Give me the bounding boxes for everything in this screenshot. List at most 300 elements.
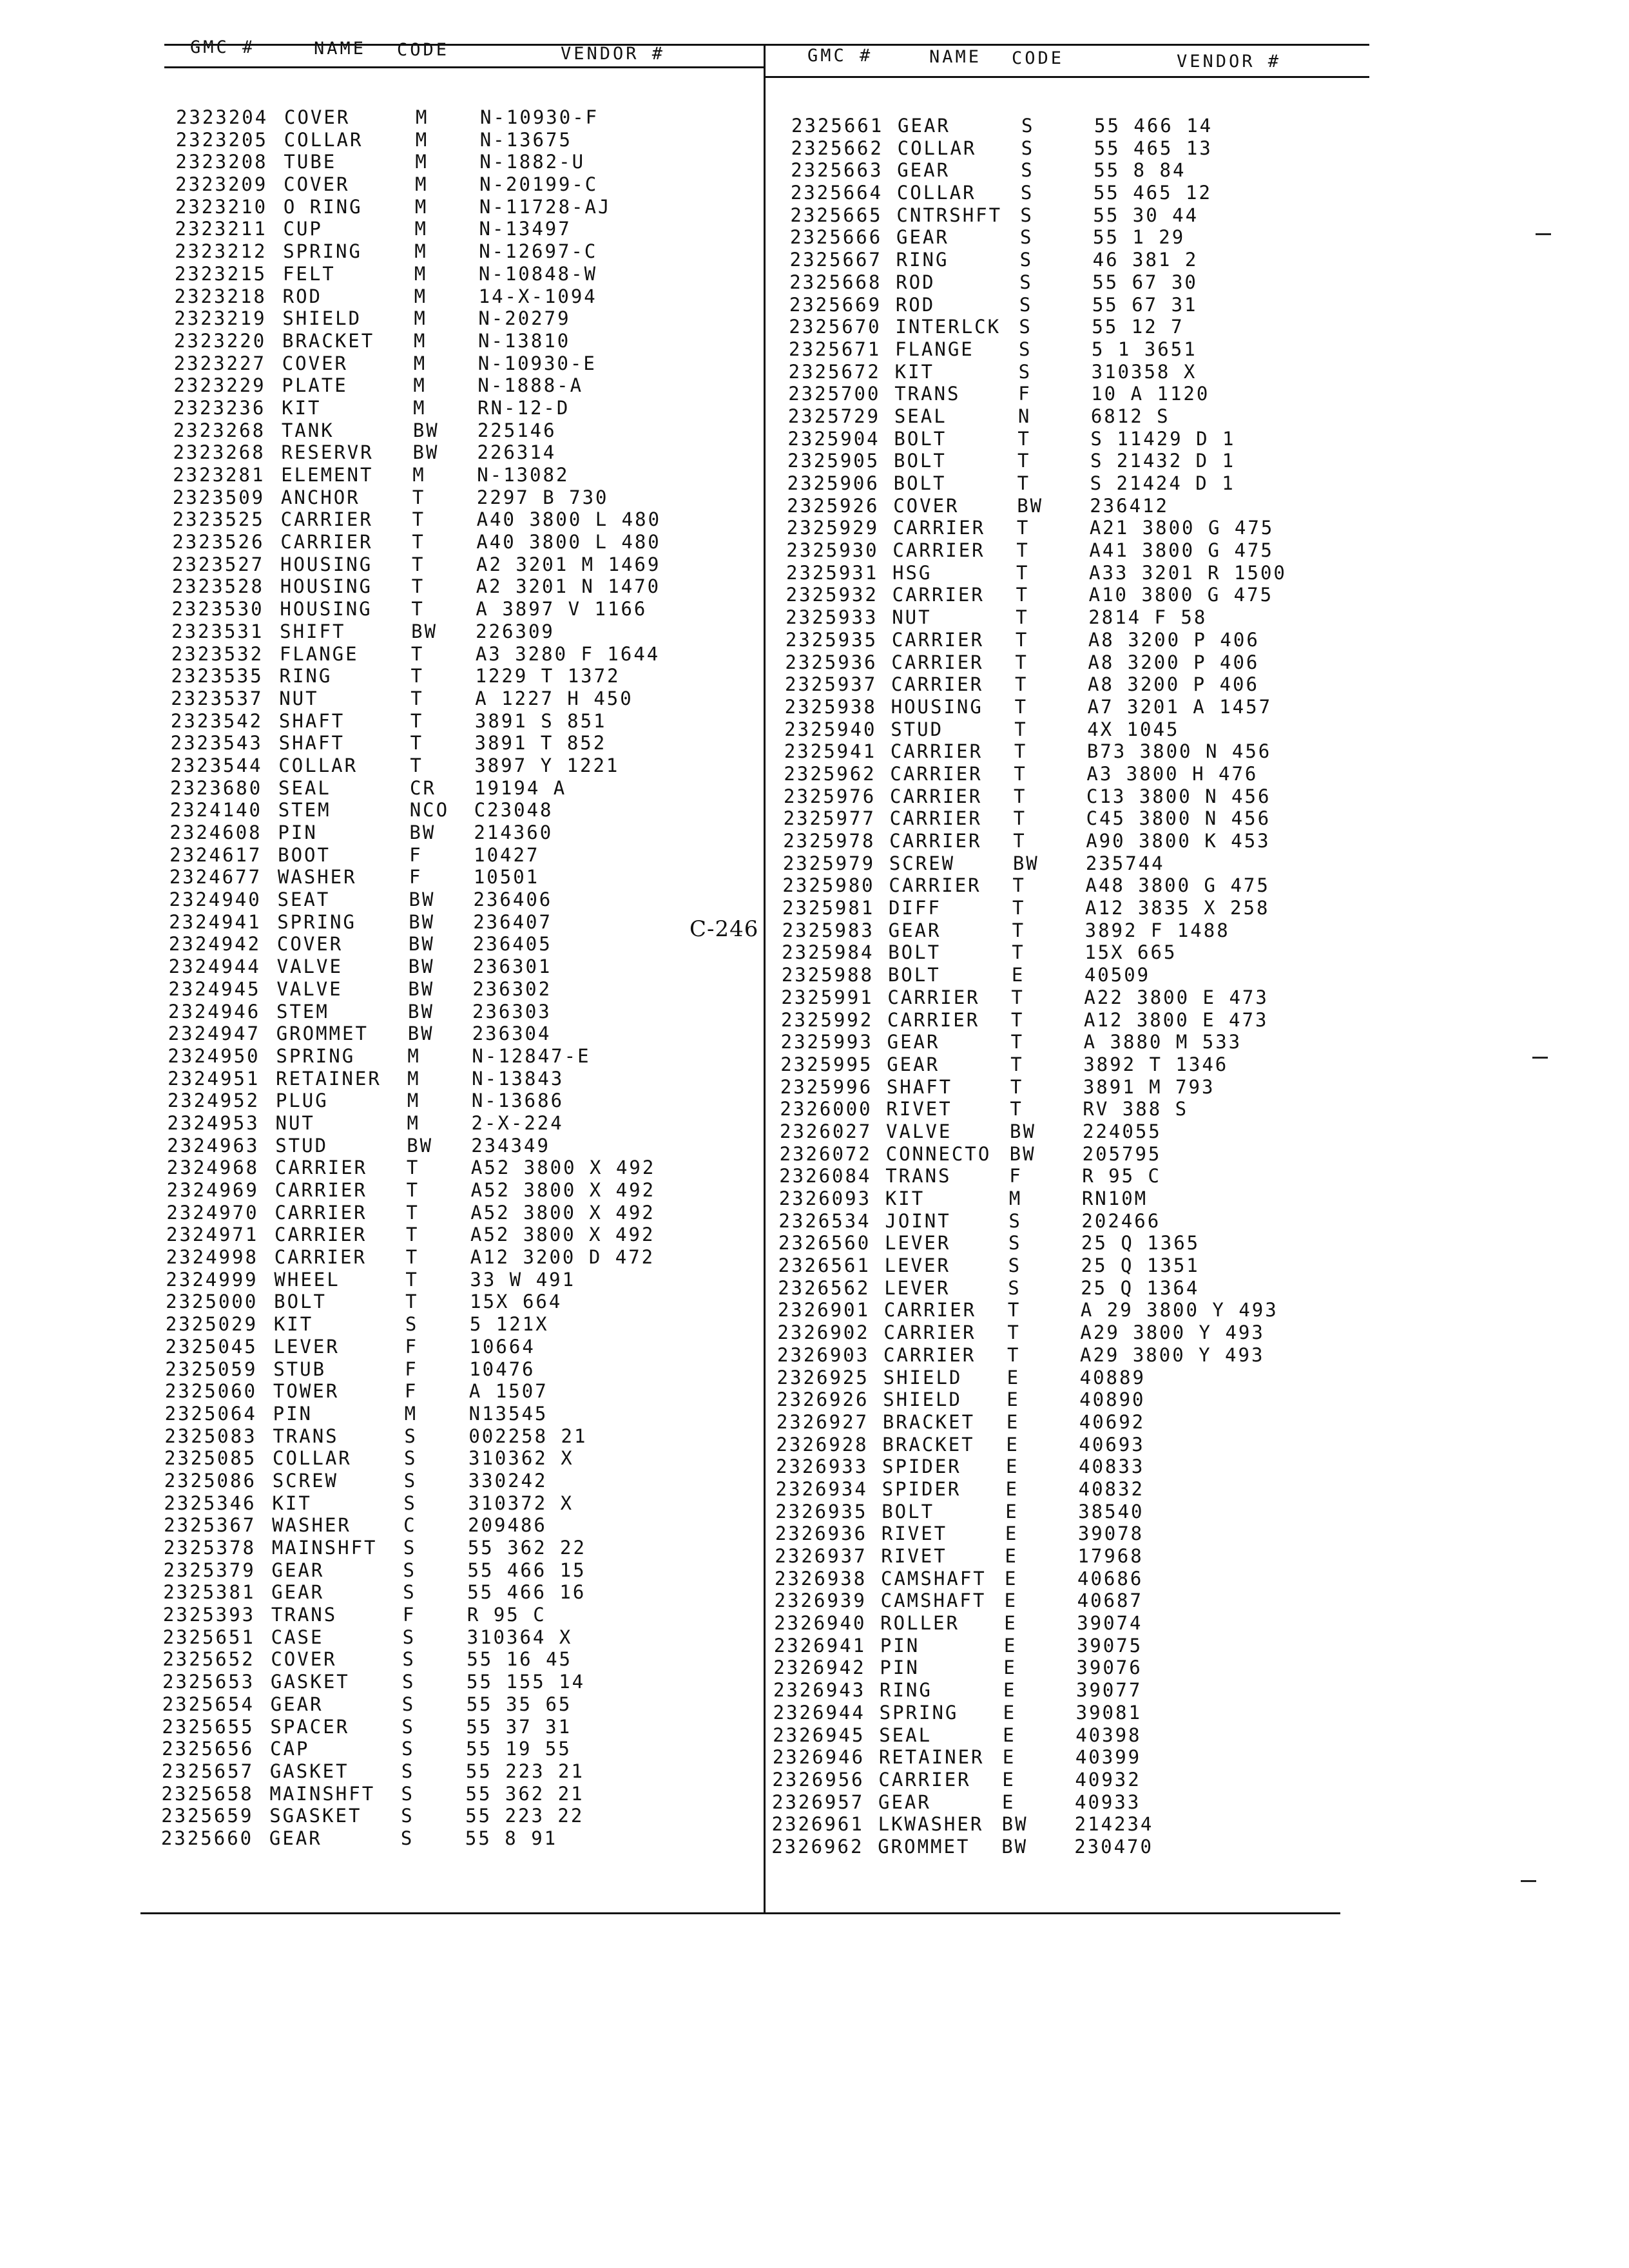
part-name: BRACKET xyxy=(882,1433,975,1456)
vendor-number: 15X 664 xyxy=(470,1291,563,1313)
vendor-number: 10476 xyxy=(469,1358,535,1380)
part-name: CARRIER xyxy=(280,531,373,553)
gmc-number: 2325652 xyxy=(162,1648,255,1671)
vendor-number: N-1882-U xyxy=(479,151,586,173)
vendor-number: 310364 X xyxy=(467,1626,573,1648)
gmc-number: 2325367 xyxy=(164,1514,256,1537)
table-row xyxy=(785,651,1365,674)
vendor-number: 205795 xyxy=(1082,1142,1162,1165)
vendor-number: N-20279 xyxy=(478,307,571,330)
vendor-code: S xyxy=(401,1805,414,1827)
gmc-number: 2325059 xyxy=(165,1358,258,1380)
table-row xyxy=(789,316,1369,338)
left-parts-list xyxy=(160,106,756,1850)
table-row xyxy=(175,196,755,218)
vendor-number: A2 3201 M 1469 xyxy=(476,553,661,575)
table-row xyxy=(171,665,751,687)
table-row xyxy=(162,1716,742,1738)
vendor-number: 5 121X xyxy=(469,1313,549,1336)
gmc-number: 2325655 xyxy=(162,1715,255,1738)
gmc-number: 2325664 xyxy=(790,182,883,204)
part-name: GROMMET xyxy=(276,1023,369,1045)
vendor-number: A 3897 V 1166 xyxy=(476,598,648,620)
part-name: SPIDER xyxy=(882,1456,961,1478)
table-row xyxy=(784,763,1364,785)
gmc-number: 2325936 xyxy=(785,651,878,673)
gmc-number: 2326961 xyxy=(771,1813,864,1836)
vendor-number: A8 3200 P 406 xyxy=(1088,628,1260,651)
part-name: NUT xyxy=(275,1111,315,1134)
vendor-number: A33 3201 R 1500 xyxy=(1089,561,1287,584)
part-name: WHEEL xyxy=(274,1268,340,1291)
vendor-code: M xyxy=(416,106,429,128)
part-name: SPIDER xyxy=(882,1477,961,1500)
table-row xyxy=(175,218,755,240)
vendor-code: F xyxy=(402,1604,416,1626)
vendor-number: N-10930-E xyxy=(477,352,597,374)
vendor-code: M xyxy=(415,128,429,151)
table-row xyxy=(166,1246,746,1269)
part-name: VALVE xyxy=(276,956,343,978)
vendor-code: S xyxy=(1008,1209,1022,1232)
part-name: PIN xyxy=(880,1634,920,1657)
part-name: ROD xyxy=(896,271,936,293)
vendor-number: 3891 M 793 xyxy=(1083,1075,1215,1098)
gmc-number: 2325938 xyxy=(784,695,877,718)
table-row xyxy=(162,1671,742,1693)
gmc-number: 2325381 xyxy=(163,1581,256,1604)
vendor-code: T xyxy=(1014,740,1028,763)
table-row xyxy=(166,1224,746,1246)
vendor-code: BW xyxy=(409,889,436,911)
left-header-gmc: GMC # xyxy=(190,37,256,57)
part-name: COVER xyxy=(284,106,351,128)
vendor-code: E xyxy=(1003,1679,1017,1702)
vendor-code: S xyxy=(401,1693,416,1715)
part-name: CARRIER xyxy=(892,517,986,539)
right-header-gmc: GMC # xyxy=(807,46,873,66)
vendor-number: 55 12 7 xyxy=(1092,316,1184,338)
gmc-number: 2325668 xyxy=(789,271,882,293)
gmc-number: 2323227 xyxy=(173,352,266,374)
part-name: CARRIER xyxy=(892,584,985,606)
table-row xyxy=(170,799,750,822)
vendor-code: T xyxy=(406,1224,419,1246)
table-row xyxy=(166,1336,746,1358)
table-row xyxy=(164,1559,744,1582)
vendor-number: 55 466 15 xyxy=(467,1559,586,1581)
gmc-number: 2325656 xyxy=(162,1738,255,1760)
part-name: TRANS xyxy=(885,1165,952,1187)
vendor-code: T xyxy=(1011,986,1025,1008)
table-row xyxy=(167,1157,747,1179)
vendor-number: N-1888-A xyxy=(477,374,584,397)
gmc-number: 2323204 xyxy=(176,106,269,128)
table-row xyxy=(791,159,1371,182)
part-name: NUT xyxy=(279,687,319,709)
part-name: TRANS xyxy=(894,383,961,405)
vendor-number: 55 67 30 xyxy=(1092,271,1198,293)
vendor-code: F xyxy=(405,1358,418,1380)
table-row xyxy=(779,1187,1359,1210)
part-name: CARRIER xyxy=(280,508,373,531)
part-name: LEVER xyxy=(884,1276,950,1299)
gmc-number: 2325659 xyxy=(161,1805,254,1827)
gmc-number: 2325670 xyxy=(789,316,882,338)
gmc-number: 2323530 xyxy=(171,598,264,620)
part-name: BOLT xyxy=(894,450,947,472)
vendor-number: 33 W 491 xyxy=(470,1268,576,1291)
table-row xyxy=(175,151,755,173)
gmc-number: 2325657 xyxy=(161,1760,255,1782)
vendor-code: BW xyxy=(411,620,438,642)
vendor-code: T xyxy=(1016,517,1030,539)
gmc-number: 2324617 xyxy=(169,843,262,866)
gmc-number: 2325669 xyxy=(789,293,882,316)
table-row xyxy=(176,129,756,151)
vendor-number: A29 3800 Y 493 xyxy=(1080,1343,1265,1366)
table-row xyxy=(173,441,753,464)
left-header-code: CODE xyxy=(397,40,450,60)
table-row xyxy=(168,1090,747,1112)
part-name: GASKET xyxy=(269,1760,349,1782)
table-row xyxy=(778,1210,1358,1233)
part-name: CARRIER xyxy=(889,830,982,852)
gmc-number: 2326935 xyxy=(775,1500,868,1523)
vendor-code: E xyxy=(1002,1768,1016,1791)
table-row xyxy=(781,1031,1361,1053)
gmc-number: 2326933 xyxy=(776,1456,869,1478)
vendor-code: S xyxy=(403,1537,417,1559)
table-row xyxy=(785,673,1365,696)
part-name: FELT xyxy=(282,262,336,285)
table-row xyxy=(164,1425,744,1448)
vendor-number: A90 3800 K 453 xyxy=(1086,830,1271,852)
table-row xyxy=(787,428,1367,450)
gmc-number: 2323211 xyxy=(175,218,267,240)
gmc-number: 2325045 xyxy=(165,1335,258,1358)
vendor-code: T xyxy=(1016,584,1030,606)
vendor-code: F xyxy=(409,866,423,889)
gmc-number: 2325905 xyxy=(787,450,880,472)
gmc-number: 2323210 xyxy=(175,195,268,218)
table-row xyxy=(174,352,754,375)
vendor-number: A8 3200 P 406 xyxy=(1088,673,1259,696)
gmc-number: 2326936 xyxy=(775,1523,868,1545)
vendor-number: R 95 C xyxy=(1082,1165,1161,1187)
margin-tick xyxy=(1521,1880,1536,1882)
part-name: SPRING xyxy=(283,240,362,263)
gmc-number: 2326000 xyxy=(780,1098,872,1120)
table-row xyxy=(781,986,1361,1009)
gmc-number: 2326072 xyxy=(779,1142,872,1165)
vendor-number: 225146 xyxy=(477,419,557,441)
gmc-number: 2325980 xyxy=(782,874,875,897)
gmc-number: 2326943 xyxy=(773,1679,866,1702)
gmc-number: 2325993 xyxy=(780,1031,873,1053)
vendor-code: F xyxy=(404,1380,418,1403)
vendor-code: T xyxy=(1011,1008,1025,1031)
part-name: CARRIER xyxy=(883,1299,977,1321)
part-name: RIVET xyxy=(881,1523,948,1545)
vendor-code: M xyxy=(413,352,427,374)
part-name: MAINSHFT xyxy=(269,1782,376,1805)
vendor-code: M xyxy=(407,1067,421,1090)
table-row xyxy=(161,1805,741,1827)
part-name: PLUG xyxy=(275,1090,329,1112)
part-name: SGASKET xyxy=(269,1805,362,1827)
part-name: TOWER xyxy=(273,1380,340,1403)
table-row xyxy=(780,1098,1360,1120)
vendor-code: E xyxy=(1003,1634,1017,1657)
table-row xyxy=(784,807,1364,830)
vendor-number: 3891 S 851 xyxy=(474,709,607,732)
vendor-number: A52 3800 X 492 xyxy=(470,1179,656,1201)
page-number: C-246 xyxy=(689,916,759,942)
gmc-number: 2325979 xyxy=(782,852,876,874)
gmc-number: 2326934 xyxy=(775,1477,868,1500)
part-name: LEVER xyxy=(884,1254,950,1277)
vendor-number: 55 155 14 xyxy=(467,1671,586,1693)
gmc-number: 2325992 xyxy=(781,1008,874,1031)
table-row xyxy=(165,1403,745,1425)
part-name: BOLT xyxy=(274,1291,327,1313)
part-name: COLLAR xyxy=(896,182,976,204)
gmc-number: 2323537 xyxy=(171,687,264,709)
table-row xyxy=(787,472,1367,495)
table-row xyxy=(791,115,1371,137)
part-name: CARRIER xyxy=(889,807,982,830)
vendor-number: 226314 xyxy=(477,441,557,464)
table-row xyxy=(162,1693,742,1716)
part-name: BOLT xyxy=(888,941,941,964)
part-name: HOUSING xyxy=(280,553,373,575)
vendor-code: E xyxy=(1005,1477,1019,1500)
vendor-number: A3 3800 H 476 xyxy=(1086,762,1258,785)
table-row xyxy=(775,1568,1354,1590)
gmc-number: 2323208 xyxy=(175,151,268,173)
part-name: INTERLCK xyxy=(895,316,1001,338)
vendor-code: CR xyxy=(410,776,436,799)
vendor-code: S xyxy=(1019,316,1032,338)
vendor-number: 55 1 29 xyxy=(1093,226,1186,249)
table-row xyxy=(782,941,1362,964)
vendor-code: T xyxy=(1014,718,1028,740)
table-row xyxy=(780,1053,1360,1076)
gmc-number: 2326561 xyxy=(778,1254,871,1277)
vendor-number: A3 3280 F 1644 xyxy=(475,642,660,665)
vendor-number: 39076 xyxy=(1076,1657,1142,1679)
table-row xyxy=(175,173,755,196)
part-name: RESERVR xyxy=(281,441,374,464)
part-name: PIN xyxy=(273,1402,313,1425)
vendor-code: BW xyxy=(408,1000,434,1023)
part-name: GEAR xyxy=(887,1031,940,1053)
table-row xyxy=(176,106,756,129)
part-name: LEVER xyxy=(273,1335,340,1358)
vendor-number: 226309 xyxy=(476,620,555,642)
vendor-number: 55 8 91 xyxy=(465,1827,558,1849)
table-row xyxy=(164,1447,744,1470)
vendor-number: A2 3201 N 1470 xyxy=(476,575,661,598)
vendor-number: 55 16 45 xyxy=(467,1648,572,1671)
table-row xyxy=(780,1143,1360,1166)
part-name: STUD xyxy=(275,1134,329,1157)
vendor-code: E xyxy=(1005,1545,1018,1567)
gmc-number: 2325661 xyxy=(791,115,884,137)
vendor-code: S xyxy=(404,1425,418,1447)
part-name: SHAFT xyxy=(886,1075,953,1098)
table-row xyxy=(173,419,753,442)
part-name: CARRIER xyxy=(878,1768,971,1791)
part-name: GEAR xyxy=(271,1559,325,1581)
gmc-number: 2325906 xyxy=(787,472,880,494)
table-row xyxy=(784,718,1364,741)
part-name: BOLT xyxy=(887,964,941,986)
part-name: TRANS xyxy=(273,1425,339,1447)
gmc-number: 2326945 xyxy=(773,1724,865,1746)
vendor-code: T xyxy=(410,642,425,665)
vendor-number: N-13082 xyxy=(477,464,570,486)
vendor-number: 236301 xyxy=(472,956,552,978)
part-name: HOUSING xyxy=(280,598,372,620)
part-name: SPRING xyxy=(879,1701,959,1724)
vendor-code: E xyxy=(1007,1366,1021,1389)
vendor-number: 40832 xyxy=(1078,1477,1144,1500)
vendor-code: S xyxy=(401,1738,415,1760)
vendor-code: T xyxy=(410,665,424,687)
part-name: RING xyxy=(896,249,949,271)
vendor-code: F xyxy=(1009,1165,1023,1187)
vendor-number: A 1507 xyxy=(468,1380,548,1403)
margin-tick xyxy=(1532,1057,1548,1059)
part-name: CARRIER xyxy=(890,785,983,807)
gmc-number: 2326901 xyxy=(777,1299,871,1321)
gmc-number: 2325663 xyxy=(791,159,883,182)
gmc-number: 2326944 xyxy=(773,1701,865,1724)
table-row xyxy=(778,1299,1358,1321)
gmc-number: 2325086 xyxy=(164,1469,256,1492)
vendor-code: T xyxy=(1010,1053,1024,1075)
vendor-number: 4X 1045 xyxy=(1087,718,1180,740)
gmc-number: 2326946 xyxy=(772,1746,865,1769)
part-name: CARRIER xyxy=(892,539,985,562)
vendor-number: 55 30 44 xyxy=(1093,204,1199,226)
vendor-number: 3892 F 1488 xyxy=(1084,919,1230,941)
part-name: GROMMET xyxy=(878,1835,970,1858)
table-row xyxy=(773,1657,1353,1679)
gmc-number: 2323525 xyxy=(172,508,265,531)
part-name: CARRIER xyxy=(275,1157,368,1179)
part-name: JOINT xyxy=(885,1209,951,1232)
vendor-code: T xyxy=(1017,450,1031,472)
vendor-code: NCO xyxy=(409,799,450,822)
gmc-number: 2324946 xyxy=(168,1000,261,1023)
table-row xyxy=(172,575,752,598)
table-row xyxy=(774,1635,1354,1657)
gmc-number: 2325378 xyxy=(163,1537,256,1559)
vendor-number: 55 35 65 xyxy=(466,1693,572,1715)
table-row xyxy=(791,182,1371,204)
vendor-code: T xyxy=(410,754,423,776)
table-row xyxy=(172,531,752,553)
gmc-number: 2325658 xyxy=(161,1782,254,1805)
vendor-number: 40686 xyxy=(1077,1567,1144,1590)
table-row xyxy=(775,1523,1355,1545)
vendor-code: T xyxy=(1007,1299,1021,1321)
vendor-number: 10427 xyxy=(474,843,540,866)
part-name: VALVE xyxy=(886,1120,952,1142)
vendor-code: M xyxy=(415,173,429,196)
vendor-code: BW xyxy=(407,1023,434,1045)
vendor-code: T xyxy=(412,553,425,575)
part-name: SEAL xyxy=(879,1724,932,1746)
vendor-code: S xyxy=(1019,271,1033,293)
part-name: CAP xyxy=(270,1738,310,1760)
table-row xyxy=(170,754,750,777)
table-row xyxy=(773,1724,1353,1747)
gmc-number: 2325393 xyxy=(162,1604,256,1626)
vendor-number: N-10848-W xyxy=(478,262,598,285)
vendor-number: N-13497 xyxy=(479,218,572,240)
vendor-number: S 21432 D 1 xyxy=(1090,450,1236,472)
vendor-number: 15X 665 xyxy=(1084,941,1177,964)
gmc-number: 2324952 xyxy=(167,1090,260,1112)
table-row xyxy=(166,1313,746,1336)
gmc-number: 2325667 xyxy=(789,249,882,271)
table-row xyxy=(167,1135,747,1157)
header-underline-left xyxy=(164,66,765,68)
table-row xyxy=(167,1179,747,1202)
part-name: BOLT xyxy=(893,472,947,494)
gmc-number: 2324947 xyxy=(168,1023,260,1045)
gmc-number: 2325932 xyxy=(786,584,878,606)
gmc-number: 2325984 xyxy=(782,941,874,964)
part-name: CARRIER xyxy=(275,1201,367,1224)
gmc-number: 2326928 xyxy=(776,1433,869,1456)
vendor-number: N-12847-E xyxy=(472,1044,591,1067)
table-row xyxy=(789,294,1369,316)
gmc-number: 2326939 xyxy=(774,1590,867,1612)
vendor-number: S 21424 D 1 xyxy=(1090,472,1235,494)
table-row xyxy=(787,517,1367,539)
vendor-code: T xyxy=(405,1268,419,1291)
table-row xyxy=(166,1269,746,1291)
vendor-number: N-13675 xyxy=(479,128,572,151)
part-name: GEAR xyxy=(271,1581,325,1604)
part-name: HOUSING xyxy=(280,575,372,598)
vendor-number: 55 19 55 xyxy=(466,1738,572,1760)
part-name: FLANGE xyxy=(895,338,974,360)
gmc-number: 2324140 xyxy=(169,799,262,822)
part-name: STEM xyxy=(278,799,331,822)
part-name: BRACKET xyxy=(282,329,375,352)
vendor-code: S xyxy=(1021,137,1035,159)
vendor-code: T xyxy=(1014,762,1027,785)
gmc-number: 2325988 xyxy=(781,964,874,986)
gmc-number: 2325060 xyxy=(164,1380,258,1403)
vendor-number: 40399 xyxy=(1075,1746,1142,1769)
table-row xyxy=(174,330,754,352)
table-row xyxy=(173,464,753,486)
gmc-number: 2325930 xyxy=(786,539,879,562)
vendor-number: A 3880 M 533 xyxy=(1083,1031,1242,1053)
table-row xyxy=(173,374,753,397)
vendor-number: S 11429 D 1 xyxy=(1090,427,1236,450)
table-row xyxy=(169,889,749,911)
part-name: GEAR xyxy=(888,919,941,941)
table-row xyxy=(786,606,1365,629)
